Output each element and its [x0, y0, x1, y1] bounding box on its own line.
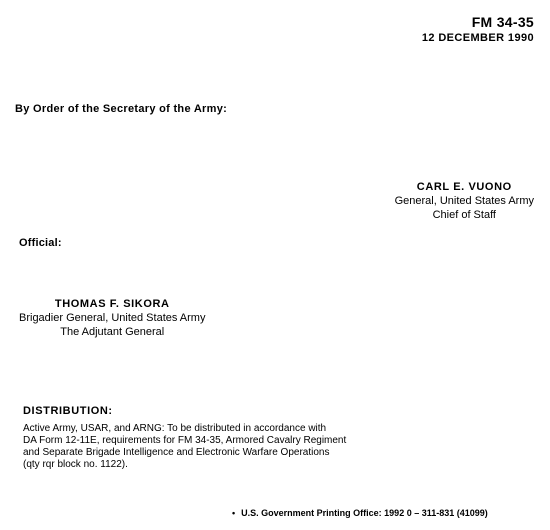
authenticator-rank: Brigadier General, United States Army: [19, 312, 206, 324]
signer-rank: General, United States Army: [394, 195, 534, 207]
distribution-line: Active Army, USAR, and ARNG: To be distributed in accordance with: [23, 423, 327, 434]
official-label: Official:: [19, 237, 62, 249]
distribution-line: (qty rqr block no. 1122).: [23, 459, 128, 470]
distribution-line: and Separate Brigade Intelligence and Electronic Warfare Operations: [23, 447, 330, 458]
distribution-heading: DISTRIBUTION:: [23, 405, 113, 417]
publication-date: 12 DECEMBER 1990: [421, 32, 534, 44]
authenticator-block: [19, 297, 205, 339]
signer-name: CARL E. VUONO: [416, 181, 512, 193]
authenticator-name: THOMAS F. SIKORA: [54, 298, 170, 310]
distribution-line: DA Form 12-11E, requirements for FM 34-35, Armored Cavalry Regiment: [23, 435, 347, 446]
order-statement: By Order of the Secretary of the Army:: [15, 103, 228, 115]
field-manual-number: FM 34-35: [471, 14, 534, 30]
printing-office-footer: [232, 508, 488, 518]
signer-position: Chief of Staff: [432, 209, 496, 221]
bullet-icon: •: [232, 508, 236, 518]
distribution-text: [23, 423, 346, 471]
printing-office-text: U.S. Government Printing Office: 1992 0 – 311-831 (41099): [241, 508, 488, 518]
authenticator-position: The Adjutant General: [60, 326, 165, 338]
signer-block: [395, 180, 534, 222]
